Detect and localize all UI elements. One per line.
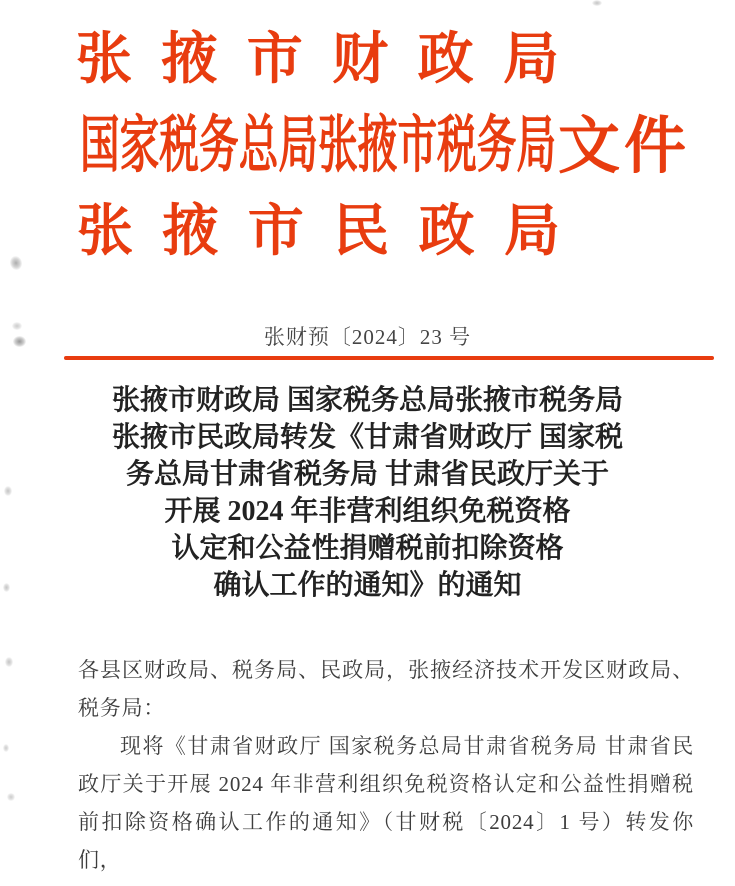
title-line: 认定和公益性捐赠税前扣除资格 (171, 533, 564, 564)
scan-artifact (3, 744, 9, 752)
title-line: 开展 2024 年非营利组织免税资格 (164, 496, 571, 527)
title-line: 张掖市民政局转发《甘肃省财政厅 国家税 (111, 422, 623, 453)
issuer-line-tax-bureau-text: 国家税务总局张掖市税务局 (80, 112, 557, 180)
title-line: 确认工作的通知》的通知 (213, 570, 522, 601)
issuer-line-civil-affairs-bureau: 张 掖 市 民 政 局 (77, 201, 560, 263)
scan-artifact (8, 255, 23, 272)
scan-artifact (592, 0, 602, 6)
document-body (78, 651, 694, 879)
title-line: 张掖市财政局 国家税务总局张掖市税务局 (111, 385, 623, 416)
scan-artifact (3, 583, 10, 592)
doc-number: 张财预〔2024〕23 号 (263, 325, 472, 349)
issuer-line-finance-bureau: 张 掖 市 财 政 局 (76, 29, 559, 91)
red-separator-line (64, 356, 714, 360)
title-line: 务总局甘肃省税务局 甘肃省民政厅关于 (125, 459, 609, 490)
scan-artifact (4, 486, 12, 496)
scan-artifact (5, 657, 13, 667)
salutation: 各县区财政局、税务局、民政局，张掖经济技术开发区财政局、税务局： (78, 658, 694, 720)
scan-artifact (7, 793, 15, 801)
document-title (0, 382, 735, 604)
body-paragraph: 现将《甘肃省财政厅 国家税务总局甘肃省税务局 甘肃省民政厅关于开展 2024 年非营利组织免税资格认定和公益性捐赠税前扣除资格确认工作的通知》（甘财税〔2024〕1 号）转发你们， (78, 734, 694, 872)
scan-artifact (13, 336, 26, 347)
issuer-line-tax-bureau (80, 108, 735, 188)
scan-artifact (12, 322, 22, 330)
document-word-suffix: 文件 (558, 112, 691, 181)
